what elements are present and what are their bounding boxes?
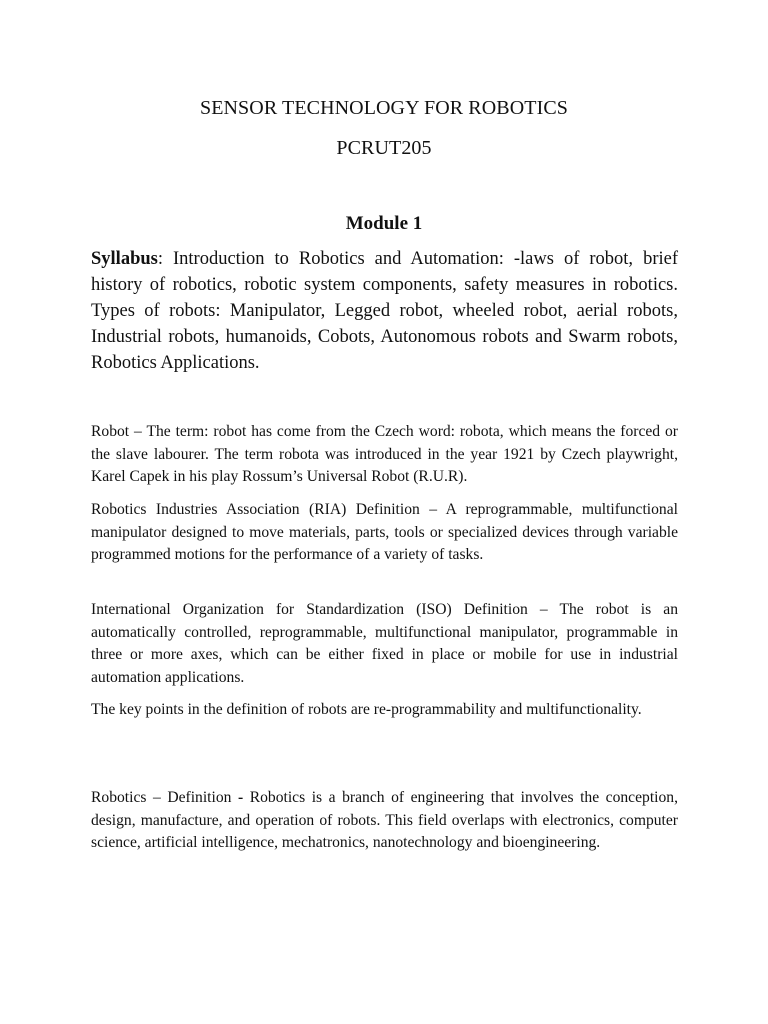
robotics-definition-text: Robotics is a branch of engineering that involves the conception, design, manufacture, and operation of robots. This field overlaps with electronics, computer science, artificial intelligence, mechatronics, nanotechnology and bioengineering. (91, 789, 678, 851)
syllabus-paragraph (91, 246, 678, 376)
key-points-paragraph: The key points in the definition of robots are re-programmability and multifunctionality. (91, 701, 642, 718)
robotics-definition-dash: - (237, 789, 244, 806)
module-heading: Module 1 (345, 213, 423, 234)
syllabus-text: : Introduction to Robotics and Automation: -laws of robot, brief history of robotics, robotic system components, safety measures in robotics. Types of robots: Manipulator, Legged robot, wheeled robot, aerial robots, Industrial robots, humanoids, Cobots, Autonomous robots and Swarm robots, Robotics Applications. (91, 249, 678, 373)
robotics-definition-lead: Robotics – Definition (91, 789, 238, 806)
ria-definition-paragraph: Robotics Industries Association (RIA) Definition – A reprogrammable, multifunctional manipulator designed to move materials, parts, tools or specialized devices through variable programmed motions for the performance of a variety of tasks. (91, 501, 678, 563)
robot-term-paragraph: Robot – The term: robot has come from the Czech word: robota, which means the forced or the slave labourer. The term robota was introduced in the year 1921 by Czech playwright, Karel Capek in his play Rossum’s Universal Robot (R.U.R). (91, 423, 678, 485)
robotics-definition-paragraph (91, 787, 678, 855)
document-title: SENSOR TECHNOLOGY FOR ROBOTICS (199, 97, 569, 119)
syllabus-label: Syllabus (91, 249, 158, 269)
course-code: PCRUT205 (336, 137, 432, 159)
iso-definition-paragraph: International Organization for Standardization (ISO) Definition – The robot is an automatically controlled, reprogrammable, multifunctional manipulator, programmable in three or more axes, which can be either fixed in place or mobile for use in industrial automation applications. (91, 601, 678, 686)
